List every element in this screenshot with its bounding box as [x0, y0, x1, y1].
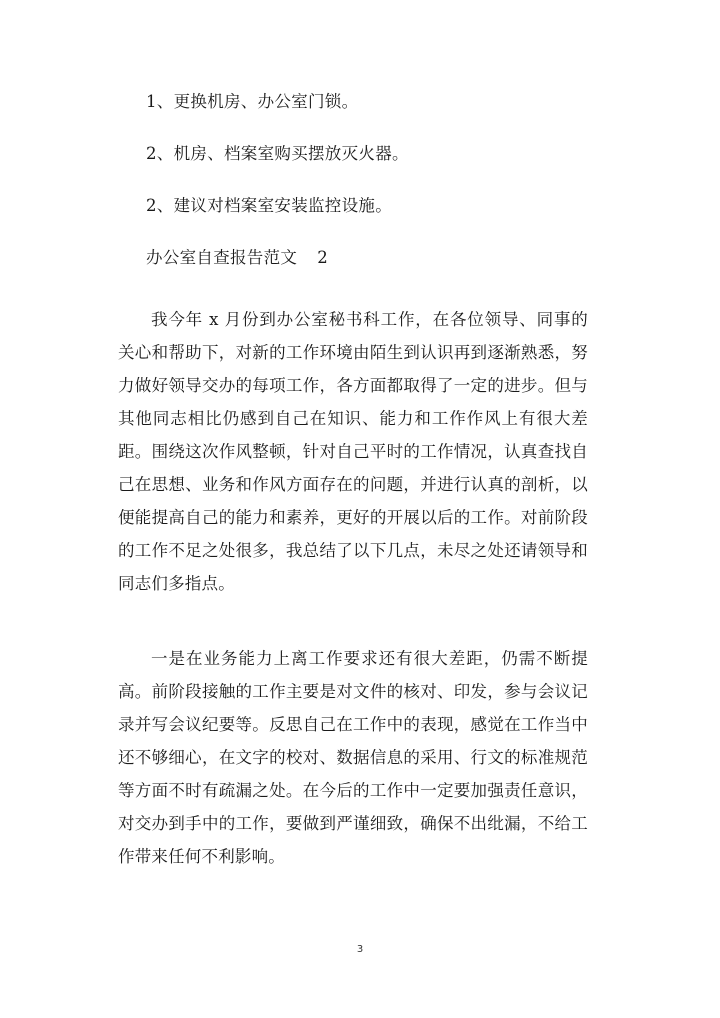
- section-heading-title: 办公室自查报告范文: [146, 248, 298, 267]
- paragraph-2: 一是在业务能力上离工作要求还有很大差距，仍需不断提高。前阶段接触的工作主要是对文件的核对、印发，参与会议记录并写会议纪要等。反思自己在工作中的表现，感觉在工作当中还不够细心，在文字的校对、数据信息的采用、行文的标准规范等方面不时有疏漏之处。在今后的工作中一定要加强责任意识，对交办到手中的工作，要做到严谨细致，确保不出纰漏，不给工作带来任何不利影响。: [118, 649, 588, 866]
- page-number: 3: [356, 944, 364, 955]
- paragraph-1: 我今年 x 月份到办公室秘书科工作，在各位领导、同事的关心和帮助下，对新的工作环境由陌生到认识再到逐渐熟悉，努力做好领导交办的每项工作，各方面都取得了一定的进步。但与其他同志相比仍感到自己在知识、能力和工作作风上有很大差距。围绕这次作风整顿，针对自己平时的工作情况，认真查找自己在思想、业务和作风方面存在的问题，并进行认真的剖析，以便能提高自己的能力和素养，更好的开展以后的工作。对前阶段的工作不足之处很多，我总结了以下几点，未尽之处还请领导和同志们多指点。: [118, 310, 588, 593]
- list-item-1: 1、更换机房、办公室门锁。: [146, 92, 359, 111]
- list-item-2: 2、机房、档案室购买摆放灭火器。: [146, 144, 409, 163]
- section-heading: [146, 248, 328, 268]
- list-item-3: 2、建议对档案室安装监控设施。: [146, 196, 392, 215]
- section-heading-number: 2: [317, 248, 329, 267]
